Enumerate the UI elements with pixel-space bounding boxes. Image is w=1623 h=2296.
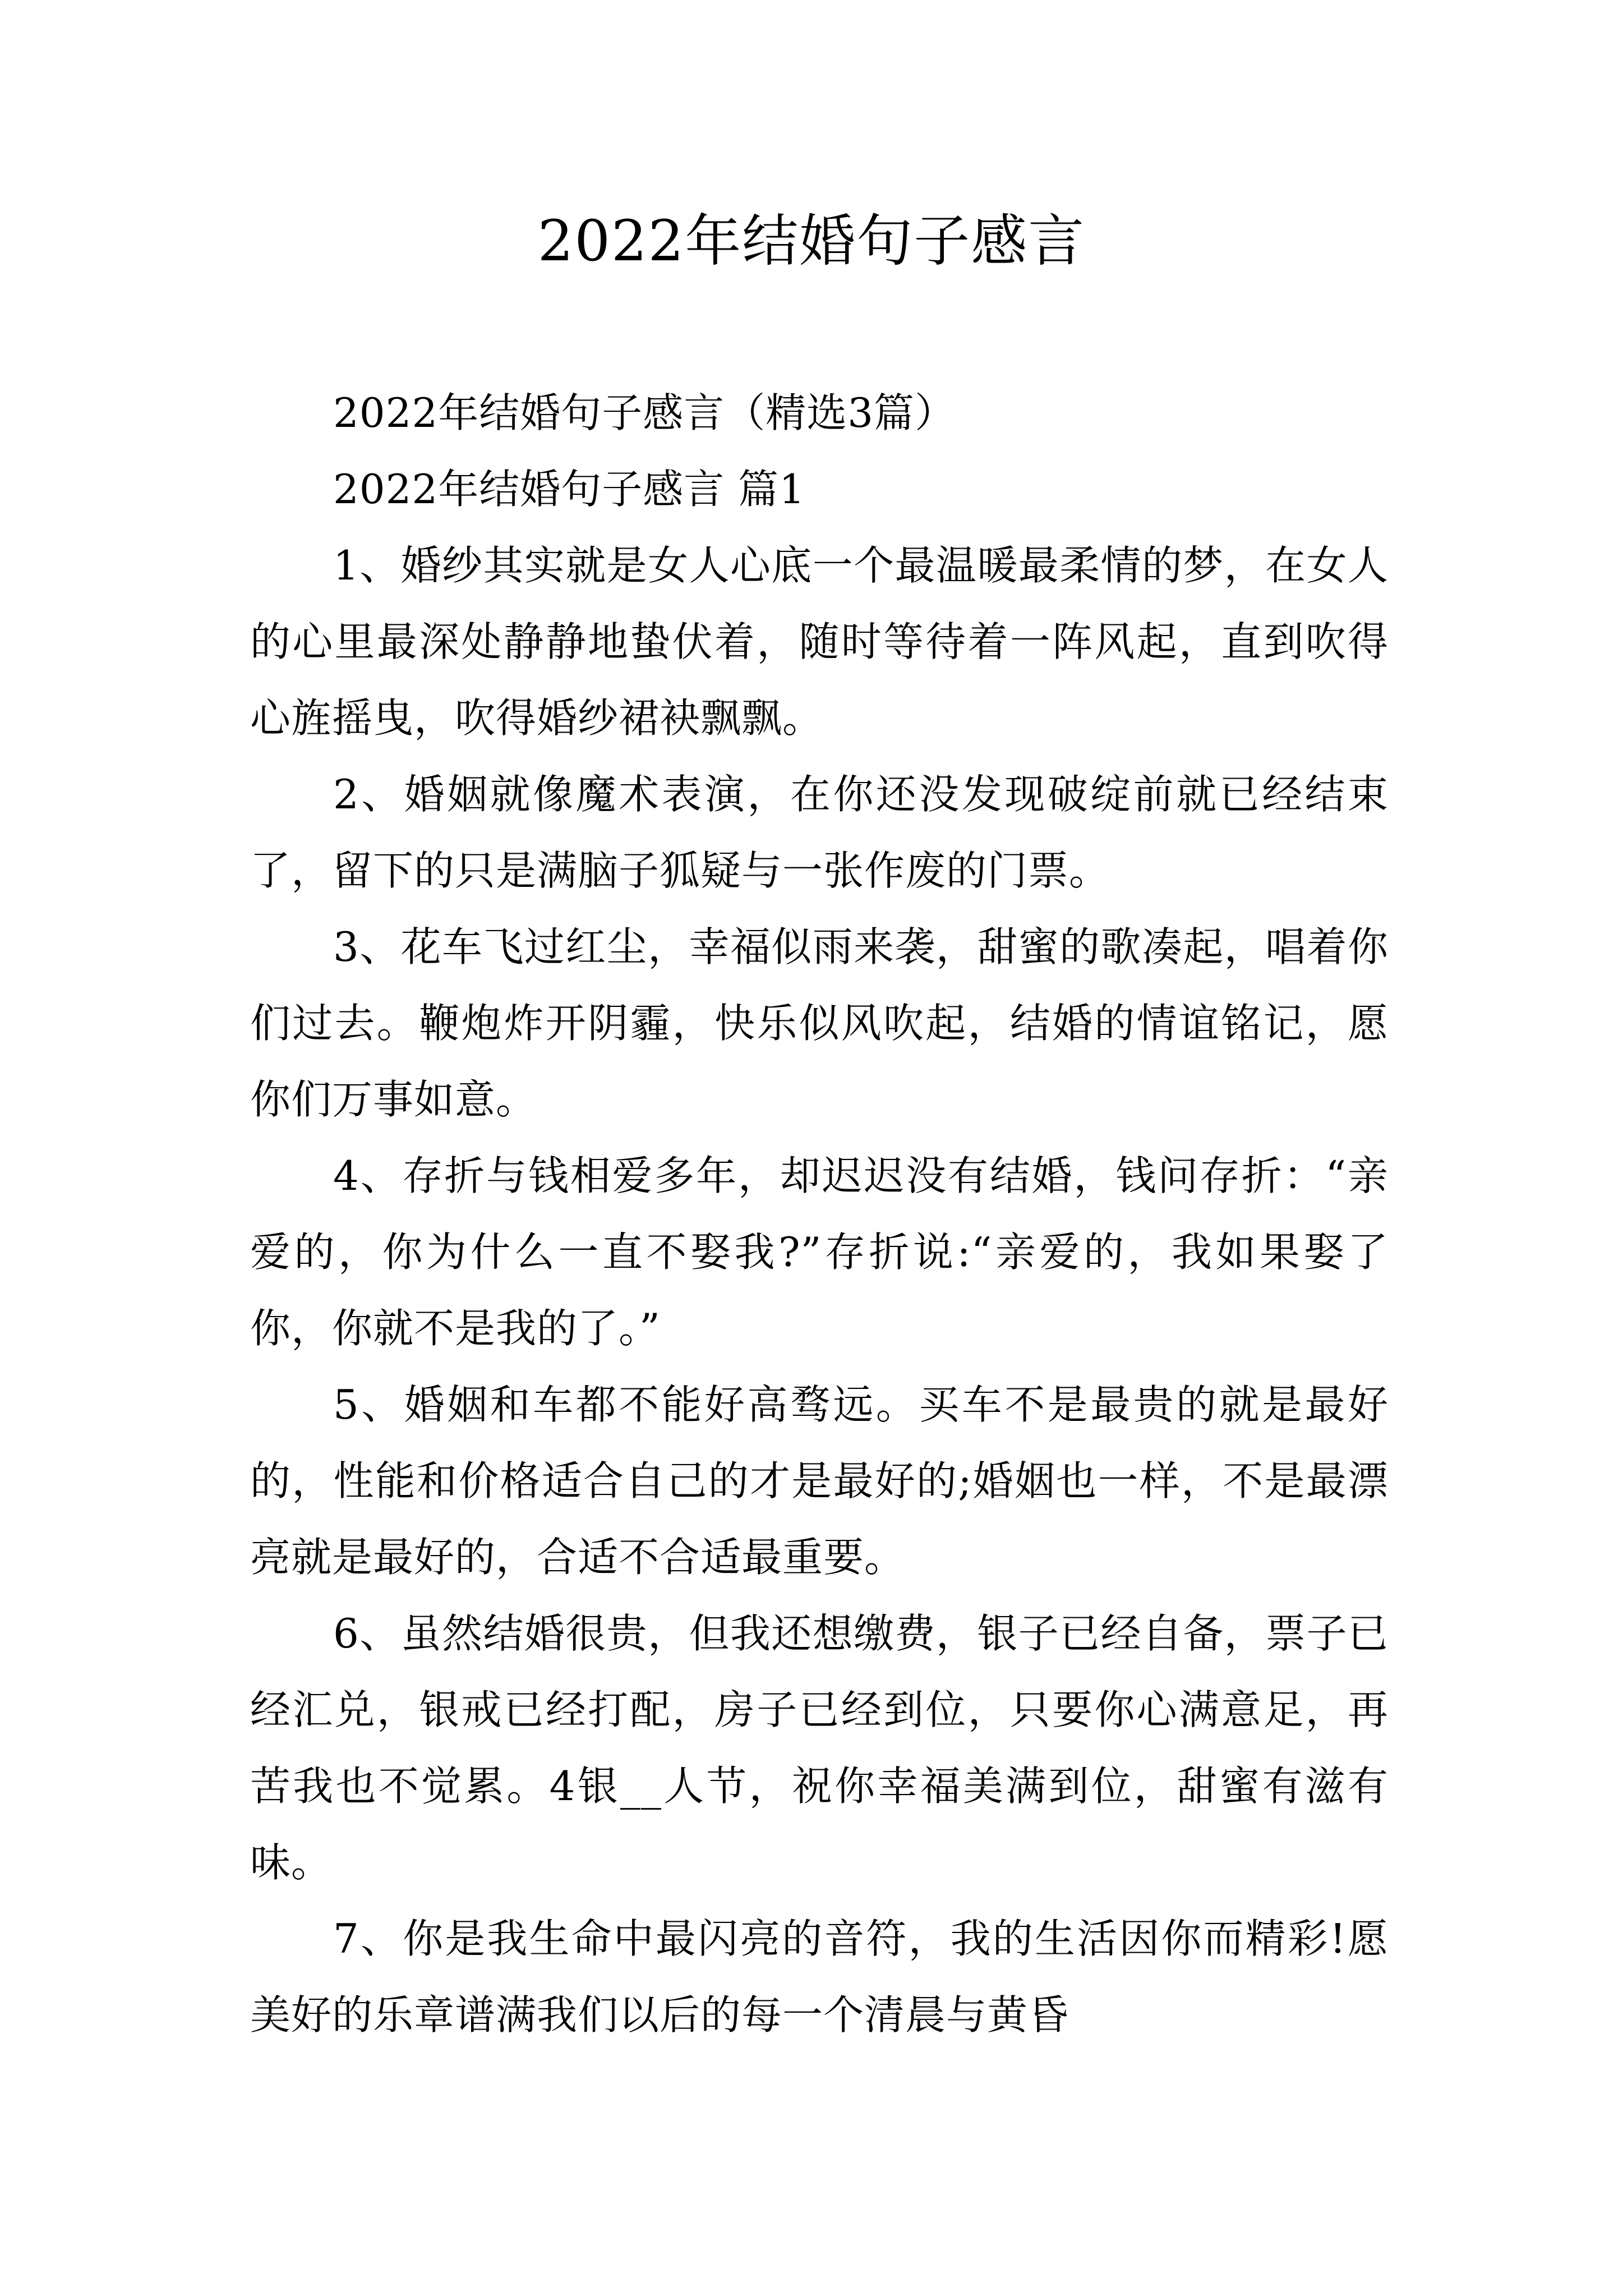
subtitle-paragraph: 2022年结婚句子感言（精选3篇） — [333, 389, 956, 436]
paragraph-5: 5、婚姻和车都不能好高骛远。买车不是最贵的就是最好的，性能和价格适合自己的才是最好的;婚姻也一样，不是最漂亮就是最好的，合适不合适最重要。 — [250, 1381, 1389, 1581]
paragraph-3: 3、花车飞过红尘，幸福似雨来袭，甜蜜的歌凑起，唱着你们过去。鞭炮炸开阴霾，快乐似风吹起，结婚的情谊铭记，愿你们万事如意。 — [250, 923, 1389, 1123]
paragraph-2: 2、婚姻就像魔术表演，在你还没发现破绽前就已经结束了，留下的只是满脑子狐疑与一张作废的门票。 — [250, 771, 1389, 894]
document-title: 2022年结婚句子感言 — [537, 208, 1086, 274]
paragraph-7: 7、你是我生命中最闪亮的音符，我的生活因你而精彩!愿美好的乐章谱满我们以后的每一个清晨与黄昏 — [250, 1915, 1389, 2039]
paragraph-6: 6、虽然结婚很贵，但我还想缴费，银子已经自备，票子已经汇兑，银戒已经打配，房子已经到位，只要你心满意足，再苦我也不觉累。4银__人节，祝你幸福美满到位，甜蜜有滋有味。 — [250, 1610, 1389, 1886]
section-heading: 2022年结婚句子感言 篇1 — [333, 466, 805, 513]
document-body — [250, 375, 1389, 2053]
paragraph-1: 1、婚纱其实就是女人心底一个最温暖最柔情的梦，在女人的心里最深处静静地蛰伏着，随时等待着一阵风起，直到吹得心旌摇曳，吹得婚纱裙袂飘飘。 — [250, 542, 1389, 742]
paragraph-4: 4、存折与钱相爱多年，却迟迟没有结婚，钱问存折：“亲爱的，你为什么一直不娶我?”存折说:“亲爱的，我如果娶了你，你就不是我的了。” — [250, 1152, 1389, 1352]
